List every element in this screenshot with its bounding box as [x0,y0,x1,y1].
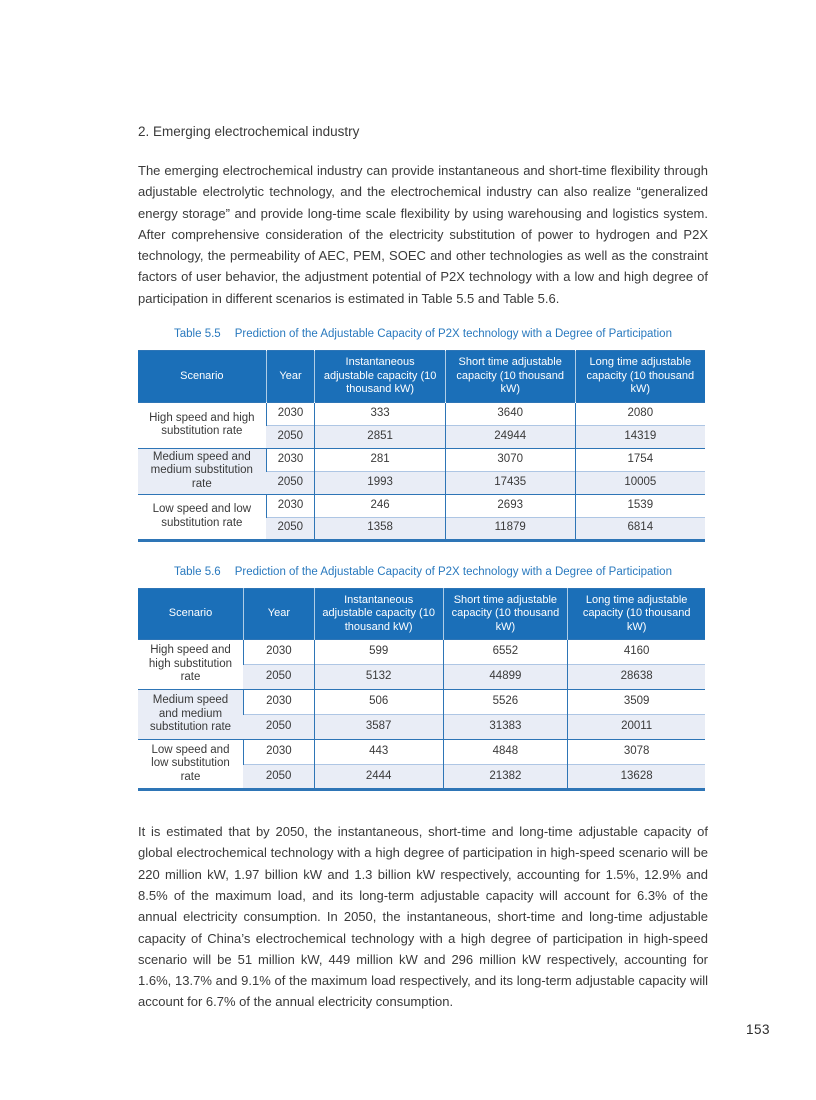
table-5-6-section [138,566,708,792]
year-cell: 2030 [266,494,315,517]
short-time-cell: 44899 [443,665,568,690]
year-cell: 2030 [243,690,314,715]
column-header: Long time adjustable capacity (10 thousand kW) [575,351,705,403]
short-time-cell: 4848 [443,740,568,765]
instantaneous-cell: 5132 [314,665,443,690]
long-time-cell: 13628 [568,765,705,790]
long-time-cell: 28638 [568,665,705,690]
short-time-cell: 5526 [443,690,568,715]
instantaneous-cell: 506 [314,690,443,715]
short-time-cell: 31383 [443,715,568,740]
header-row [138,588,705,640]
short-time-cell: 6552 [443,640,568,665]
instantaneous-cell: 2444 [314,765,443,790]
table-body [138,402,705,540]
scenario-cell: Medium speed and medium substitution rate [138,448,266,494]
year-cell: 2050 [266,517,315,540]
long-time-cell: 1539 [575,494,705,517]
table-row [138,494,705,517]
instantaneous-cell: 599 [314,640,443,665]
column-header: Scenario [138,588,243,640]
instantaneous-cell: 333 [315,402,445,425]
year-cell: 2050 [243,765,314,790]
year-cell: 2050 [243,665,314,690]
table-row [138,640,705,665]
table-header [138,588,705,640]
year-cell: 2030 [266,448,315,471]
scenario-cell: Medium speed and medium substitution rate [138,690,243,740]
column-header: Scenario [138,351,266,403]
year-cell: 2030 [266,402,315,425]
table-row [138,740,705,765]
instantaneous-cell: 1993 [315,471,445,494]
column-header: Long time adjustable capacity (10 thousand kW) [568,588,705,640]
scenario-cell: High speed and high substitution rate [138,402,266,448]
year-cell: 2050 [266,425,315,448]
long-time-cell: 3078 [568,740,705,765]
long-time-cell: 1754 [575,448,705,471]
year-cell: 2030 [243,640,314,665]
table-5-6 [138,588,705,792]
instantaneous-cell: 1358 [315,517,445,540]
table-row [138,402,705,425]
short-time-cell: 24944 [445,425,575,448]
caption-text: Prediction of the Adjustable Capacity of P2X technology with a Degree of Participation [234,328,672,341]
short-time-cell: 21382 [443,765,568,790]
column-header: Instantaneous adjustable capacity (10 thousand kW) [314,588,443,640]
short-time-cell: 2693 [445,494,575,517]
table-5-5-caption [138,328,708,340]
table-5-6-caption [138,566,708,578]
column-header: Year [243,588,314,640]
year-cell: 2030 [243,740,314,765]
caption-label: Table 5.5 [174,328,221,341]
section-heading: 2. Emerging electrochemical industry [138,124,360,139]
long-time-cell: 3509 [568,690,705,715]
year-cell: 2050 [266,471,315,494]
long-time-cell: 2080 [575,402,705,425]
column-header: Short time adjustable capacity (10 thousand kW) [443,588,568,640]
long-time-cell: 20011 [568,715,705,740]
column-header: Year [266,351,315,403]
scenario-cell: Low speed and low substitution rate [138,740,243,790]
long-time-cell: 4160 [568,640,705,665]
header-row [138,351,705,403]
page-number: 153 [745,1022,770,1037]
short-time-cell: 3640 [445,402,575,425]
table-5-5-section [138,328,708,542]
long-time-cell: 10005 [575,471,705,494]
column-header: Short time adjustable capacity (10 thousand kW) [445,351,575,403]
long-time-cell: 6814 [575,517,705,540]
short-time-cell: 11879 [445,517,575,540]
short-time-cell: 17435 [445,471,575,494]
table-row [138,690,705,715]
table-row [138,448,705,471]
paragraph-estimate: It is estimated that by 2050, the instantaneous, short-time and long-time adjustable capacity of global electrochemical technology with a high degree of participation in high-speed scenario will be 220 million kW, 1.97 billion kW and 1.3 billion kW respectively, accounting for 1.5%, 12.9% and 8.5% of the maximum load, and its long-term adjustable capacity will account for 6.3% of the annual electricity consumption. In 2050, the instantaneous, short-time and long-time adjustable capacity of China’s electrochemical technology with a high degree of participation in high-speed scenario will be 51 million kW, 449 million kW and 296 million kW respectively, accounting for 1.6%, 13.7% and 9.1% of the maximum load respectively, and its long-term adjustable capacity will account for 6.7% of the annual electricity consumption. [138,824,708,1010]
caption-label: Table 5.6 [174,565,221,578]
paragraph-intro: The emerging electrochemical industry can provide instantaneous and short-time flexibility through adjustable electrolytic technology, and the electrochemical industry can also realize “generalized energy storage” and provide long-time scale flexibility by using warehousing and logistics system. After comprehensive consideration of the electricity substitution of power to hydrogen and P2X technology, the permeability of AEC, PEM, SOEC and other technologies as well as the constraint factors of user behavior, the adjustment potential of P2X technology with a low and high degree of participation in different scenarios is estimated in Table 5.5 and Table 5.6. [138,163,708,306]
instantaneous-cell: 246 [315,494,445,517]
year-cell: 2050 [243,715,314,740]
scenario-cell: Low speed and low substitution rate [138,494,266,540]
column-header: Instantaneous adjustable capacity (10 thousand kW) [315,351,445,403]
caption-text: Prediction of the Adjustable Capacity of P2X technology with a Degree of Participation [234,565,672,578]
table-body [138,640,705,790]
scenario-cell: High speed and high substitution rate [138,640,243,690]
table-5-5 [138,350,705,542]
table-header [138,351,705,403]
instantaneous-cell: 281 [315,448,445,471]
instantaneous-cell: 3587 [314,715,443,740]
short-time-cell: 3070 [445,448,575,471]
long-time-cell: 14319 [575,425,705,448]
instantaneous-cell: 443 [314,740,443,765]
instantaneous-cell: 2851 [315,425,445,448]
page-content [138,0,708,1013]
